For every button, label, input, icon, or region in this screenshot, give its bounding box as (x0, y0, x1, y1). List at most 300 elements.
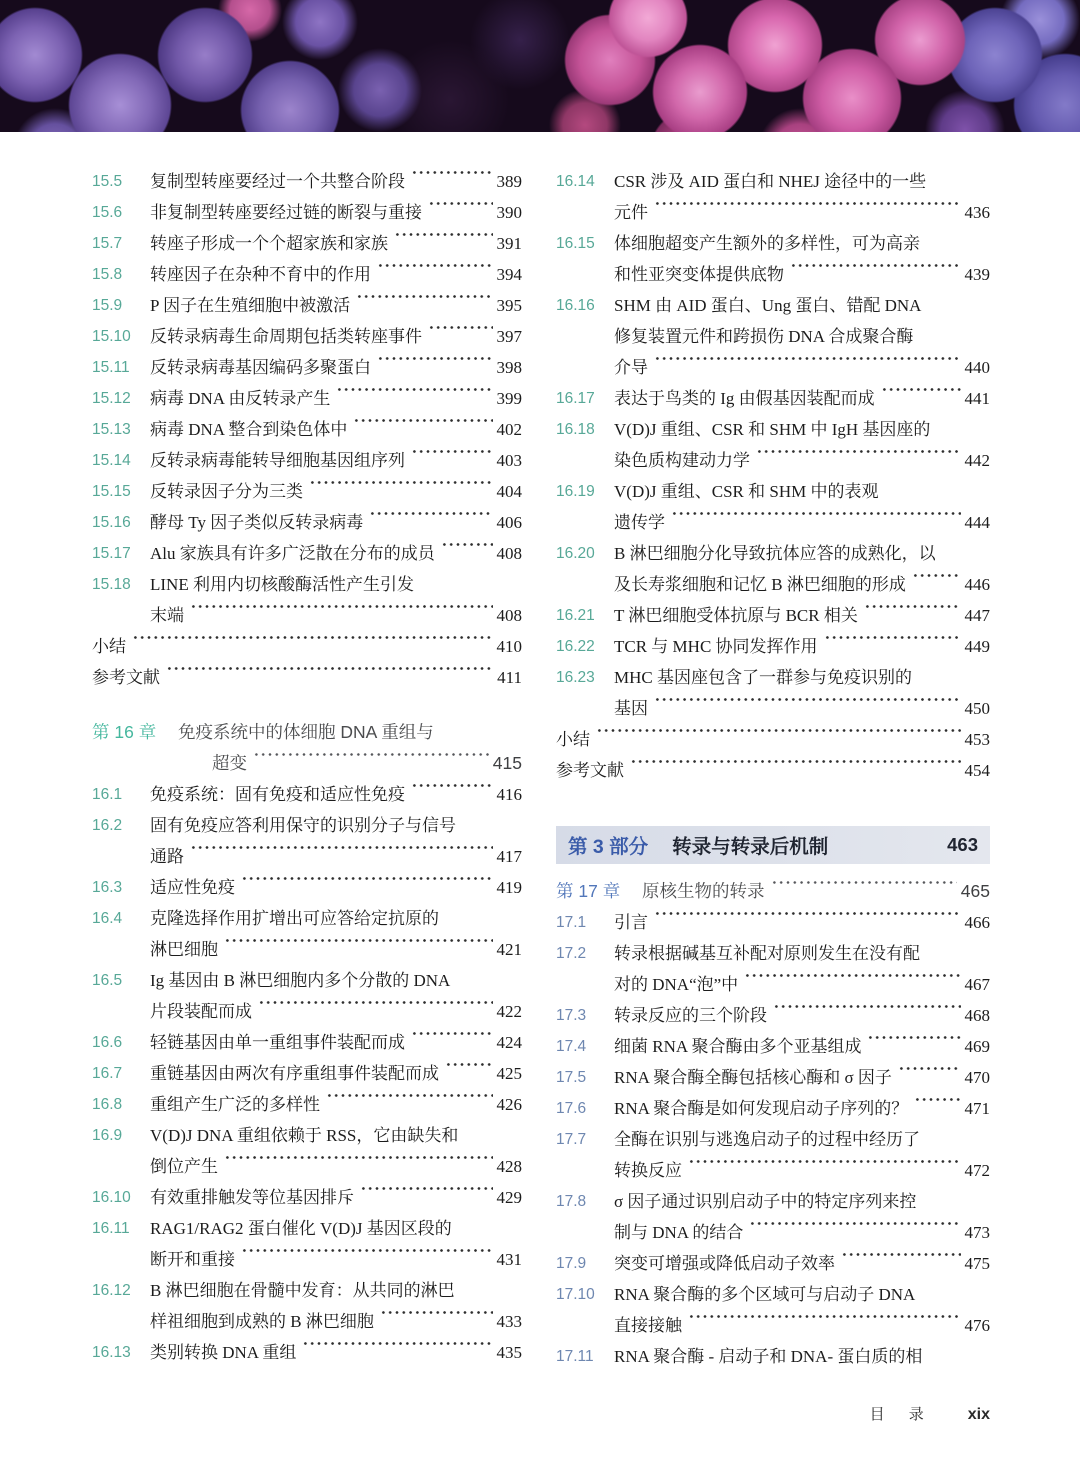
entry-title-line (150, 996, 522, 1027)
entry-title-text: 引言 (614, 913, 648, 932)
entry-title-text: 倒位产生 (150, 1157, 218, 1176)
page-number: 428 (496, 1157, 522, 1176)
entry-body (150, 321, 522, 352)
entry-title-text: V(D)J DNA 重组依赖于 RSS，它由缺失和 (150, 1126, 459, 1145)
entry-body (150, 1027, 522, 1058)
entry-body (150, 383, 522, 414)
toc-entry (92, 476, 522, 507)
dot-leader (253, 748, 489, 779)
entry-number: 16.3 (92, 879, 123, 896)
page-number: 403 (496, 451, 522, 470)
dot-leader (654, 693, 961, 724)
toc-entry (556, 1186, 990, 1248)
dot-leader (654, 197, 961, 228)
entry-title-text: 转换反应 (614, 1161, 682, 1180)
toc-entry (92, 538, 522, 569)
entry-title-line (614, 1186, 990, 1217)
table-of-contents (0, 132, 1080, 1372)
page-number: 444 (964, 513, 990, 532)
dot-leader (790, 259, 961, 290)
entry-body (614, 1124, 990, 1186)
toc-column-left (92, 166, 522, 1372)
toc-entry (556, 600, 990, 631)
entry-number: 15.8 (92, 266, 123, 283)
page-number: 471 (964, 1099, 990, 1118)
entry-title-line (614, 938, 990, 969)
entry-title-line (614, 1217, 990, 1248)
dot-leader (224, 934, 493, 965)
entry-body (614, 1093, 990, 1124)
page-number: 436 (964, 203, 990, 222)
dot-leader (326, 1089, 493, 1120)
entry-number: 15.14 (92, 452, 131, 469)
entry-title-line (614, 445, 990, 476)
page-number: 425 (496, 1064, 522, 1083)
entry-body (614, 1279, 990, 1341)
dot-leader (411, 1027, 493, 1058)
dot-leader (241, 1244, 493, 1275)
toc-entry (92, 872, 522, 903)
dot-leader (411, 779, 493, 810)
dot-leader (671, 507, 961, 538)
entry-title-text: 末端 (150, 606, 184, 625)
entry-title-line (150, 810, 522, 841)
entry-title-text: 和性亚突变体提供底物 (614, 265, 784, 284)
entry-title-line (614, 228, 990, 259)
entry-title-text: 转录反应的三个阶段 (614, 1006, 767, 1025)
entry-title-text: Alu 家族具有许多广泛散在分布的成员 (150, 544, 435, 563)
toc-meta-row (556, 755, 990, 786)
entry-title-line (150, 600, 522, 631)
page-number: 426 (496, 1095, 522, 1114)
page-number: 470 (964, 1068, 990, 1087)
entry-title-text: RNA 聚合酶全酶包括核心酶和 σ 因子 (614, 1068, 892, 1087)
entry-title-line (614, 1031, 990, 1062)
entry-title-line (150, 1120, 522, 1151)
entry-title-line (614, 631, 990, 662)
entry-number: 16.18 (556, 421, 595, 438)
entry-body (150, 872, 522, 903)
entry-title-line (614, 352, 990, 383)
entry-title-text: LINE 利用内切核酸酶活性产生引发 (150, 575, 414, 594)
entry-body (614, 290, 990, 383)
toc-entry (556, 290, 990, 383)
column-gap (92, 693, 522, 717)
entry-title-text: P 因子在生殖细胞中被激活 (150, 296, 351, 315)
entry-number: 16.16 (556, 297, 595, 314)
entry-number: 15.17 (92, 545, 131, 562)
entry-title-line (614, 1000, 990, 1031)
entry-title-line (614, 907, 990, 938)
entry-title-text: 轻链基因由单一重组事件装配而成 (150, 1033, 405, 1052)
chapter-title-line (178, 717, 522, 748)
page-number: 472 (964, 1161, 990, 1180)
entry-title-text: 介导 (614, 358, 648, 377)
toc-entry (92, 569, 522, 631)
entry-number: 16.1 (92, 786, 123, 803)
dot-leader (749, 1217, 960, 1248)
entry-title-text: 制与 DNA 的结合 (614, 1223, 744, 1242)
entry-title-line (150, 872, 522, 903)
page-number: 394 (496, 265, 522, 284)
entry-title-line (150, 903, 522, 934)
toc-entry (556, 631, 990, 662)
entry-title-text: 修复装置元件和跨损伤 DNA 合成聚合酶 (614, 327, 914, 346)
entry-number: 17.10 (556, 1286, 595, 1303)
entry-title-text: 染色质构建动力学 (614, 451, 750, 470)
toc-entry (92, 352, 522, 383)
entry-number: 15.18 (92, 576, 131, 593)
entry-number: 15.15 (92, 483, 131, 500)
chapter-title-text: 超变 (212, 753, 247, 773)
page-number: 408 (496, 544, 522, 563)
entry-title-text: 反转录病毒生命周期包括类转座事件 (150, 327, 422, 346)
entry-number: 17.6 (556, 1100, 587, 1117)
toc-column-right (556, 166, 990, 1372)
entry-number: 15.7 (92, 235, 123, 252)
entry-body (150, 259, 522, 290)
entry-title-text: 表达于鸟类的 Ig 由假基因装配而成 (614, 389, 875, 408)
entry-title-line (150, 1027, 522, 1058)
entry-title-line (614, 259, 990, 290)
toc-entry (92, 166, 522, 197)
entry-title-text: 反转录病毒能转导细胞基因组序列 (150, 451, 405, 470)
toc-entry (556, 1000, 990, 1031)
toc-entry (556, 907, 990, 938)
dot-leader (654, 352, 961, 383)
entry-body (150, 965, 522, 1027)
column-gap (556, 786, 990, 826)
page-number: 411 (497, 668, 522, 687)
entry-title-text: 酵母 Ty 因子类似反转录病毒 (150, 513, 364, 532)
entry-body (150, 290, 522, 321)
toc-entry (92, 290, 522, 321)
toc-entry (92, 507, 522, 538)
page-number: 431 (496, 1250, 522, 1269)
entry-body (150, 1275, 522, 1337)
dot-leader (166, 662, 493, 693)
entry-body (614, 938, 990, 1000)
entry-title-text: 重组产生广泛的多样性 (150, 1095, 320, 1114)
meta-label: 小结 (92, 637, 126, 656)
entry-body (614, 476, 990, 538)
entry-title-line (150, 1058, 522, 1089)
entry-number: 17.7 (556, 1131, 587, 1148)
entry-body (614, 383, 990, 414)
toc-entry (92, 1213, 522, 1275)
dot-leader (867, 1031, 960, 1062)
dot-leader (258, 996, 493, 1027)
page-number: 447 (964, 606, 990, 625)
dot-leader (428, 321, 493, 352)
entry-title-line (614, 538, 990, 569)
entry-title-text: 突变可增强或降低启动子效率 (614, 1254, 835, 1273)
entry-number: 15.6 (92, 204, 123, 221)
toc-entry (92, 779, 522, 810)
toc-entry (92, 321, 522, 352)
page-number: 422 (496, 1002, 522, 1021)
page-number: 441 (964, 389, 990, 408)
dot-leader (394, 228, 493, 259)
entry-body (614, 166, 990, 228)
entry-title-text: 重链基因由两次有序重组事件装配而成 (150, 1064, 439, 1083)
entry-number: 16.9 (92, 1127, 123, 1144)
entry-title-line (614, 1248, 990, 1279)
page-number: 391 (496, 234, 522, 253)
entry-body (150, 538, 522, 569)
dot-leader (912, 569, 961, 600)
entry-title-text: 免疫系统：固有免疫和适应性免疫 (150, 785, 405, 804)
entry-title-line (614, 507, 990, 538)
entry-title-line (150, 166, 522, 197)
entry-body (150, 414, 522, 445)
dot-leader (377, 352, 493, 383)
page-number: 417 (496, 847, 522, 866)
entry-title-line (150, 1182, 522, 1213)
dot-leader (309, 476, 493, 507)
entry-title-text: B 淋巴细胞分化导致抗体应答的成熟化，以 (614, 544, 936, 563)
entry-number: 15.12 (92, 390, 131, 407)
header-photo-bacteria-spheres (0, 0, 1080, 132)
entry-title-line (614, 383, 990, 414)
column-gap (556, 864, 990, 876)
dot-leader (756, 445, 961, 476)
entry-number: 16.15 (556, 235, 595, 252)
footer-section-label: 目 录 (869, 1406, 934, 1423)
page-number: 476 (964, 1316, 990, 1335)
page-number: 440 (964, 358, 990, 377)
page-number: 453 (964, 730, 990, 749)
toc-entry (556, 1341, 990, 1372)
entry-title-text: 样祖细胞到成熟的 B 淋巴细胞 (150, 1312, 374, 1331)
chapter-body (178, 717, 522, 779)
page-number: 390 (496, 203, 522, 222)
part-page-number: 463 (947, 834, 978, 855)
toc-entry (556, 1279, 990, 1341)
toc-entry (556, 662, 990, 724)
page-number: 433 (496, 1312, 522, 1331)
toc-entry (92, 383, 522, 414)
page-number: 415 (492, 753, 522, 773)
entry-body (150, 1182, 522, 1213)
entry-title-line (150, 1306, 522, 1337)
entry-number: 16.20 (556, 545, 595, 562)
entry-number: 17.4 (556, 1038, 587, 1055)
chapter-title-text: 免疫系统中的体细胞 DNA 重组与 (178, 722, 434, 742)
page-number: 395 (496, 296, 522, 315)
entry-number: 16.23 (556, 669, 595, 686)
entry-body (614, 1186, 990, 1248)
entry-number: 16.17 (556, 390, 595, 407)
page-number: 389 (496, 172, 522, 191)
part-banner (556, 826, 990, 864)
entry-title-text: 片段装配而成 (150, 1002, 252, 1021)
entry-title-text: 反转录因子分为三类 (150, 482, 303, 501)
entry-title-line (150, 507, 522, 538)
toc-entry (556, 1248, 990, 1279)
entry-title-text: 病毒 DNA 整合到染色体中 (150, 420, 348, 439)
dot-leader (302, 1337, 492, 1368)
toc-entry (92, 965, 522, 1027)
page-number: 421 (496, 940, 522, 959)
toc-entry (556, 414, 990, 476)
entry-body (614, 662, 990, 724)
entry-number: 15.9 (92, 297, 123, 314)
entry-title-line (614, 414, 990, 445)
toc-entry (556, 1062, 990, 1093)
entry-title-line (150, 1244, 522, 1275)
entry-number: 17.8 (556, 1193, 587, 1210)
entry-body (150, 810, 522, 872)
page-number: 399 (496, 389, 522, 408)
entry-title-line (150, 1089, 522, 1120)
entry-title-line (150, 352, 522, 383)
entry-number: 16.6 (92, 1034, 123, 1051)
entry-title-text: RNA 聚合酶 - 启动子和 DNA- 蛋白质的相 (614, 1347, 923, 1366)
entry-title-line (150, 1337, 522, 1368)
toc-entry (92, 445, 522, 476)
dot-leader (411, 166, 493, 197)
entry-title-line (614, 1279, 990, 1310)
toc-entry (556, 1093, 990, 1124)
dot-leader (377, 259, 493, 290)
entry-body (614, 1341, 990, 1372)
entry-number: 16.8 (92, 1096, 123, 1113)
toc-entry (92, 1275, 522, 1337)
dot-leader (360, 1182, 493, 1213)
entry-title-text: 复制型转座要经过一个共整合阶段 (150, 172, 405, 191)
entry-title-line (150, 965, 522, 996)
dot-leader (773, 1000, 961, 1031)
entry-title-text: 基因 (614, 699, 648, 718)
page-number: 424 (496, 1033, 522, 1052)
entry-body (150, 1089, 522, 1120)
page-number: 406 (496, 513, 522, 532)
entry-title-line (614, 662, 990, 693)
entry-title-text: 通路 (150, 847, 184, 866)
entry-number: 16.7 (92, 1065, 123, 1082)
dot-leader (824, 631, 961, 662)
page-number: 398 (496, 358, 522, 377)
page-number: 435 (496, 1343, 522, 1362)
dot-leader (914, 1093, 960, 1124)
entry-number: 16.14 (556, 173, 595, 190)
entry-title-line (614, 600, 990, 631)
entry-title-line (150, 779, 522, 810)
toc-entry (92, 1089, 522, 1120)
entry-number: 16.10 (92, 1189, 131, 1206)
entry-title-line (614, 197, 990, 228)
entry-title-text: 转座因子在杂种不育中的作用 (150, 265, 371, 284)
toc-meta-row (92, 631, 522, 662)
entry-number: 16.12 (92, 1282, 131, 1299)
toc-entry (92, 1027, 522, 1058)
entry-title-text: V(D)J 重组、CSR 和 SHM 中的表观 (614, 482, 879, 501)
dot-leader (744, 969, 960, 1000)
toc-entry (92, 259, 522, 290)
dot-leader (336, 383, 492, 414)
entry-body (614, 1031, 990, 1062)
entry-title-line (614, 321, 990, 352)
entry-title-line (614, 1341, 990, 1372)
entry-body (150, 1213, 522, 1275)
dot-leader (428, 197, 493, 228)
entry-title-line (150, 414, 522, 445)
entry-title-text: MHC 基因座包含了一群参与免疫识别的 (614, 668, 912, 687)
page-number: 402 (496, 420, 522, 439)
entry-number: 15.11 (92, 359, 130, 376)
entry-number: 15.13 (92, 421, 131, 438)
entry-number: 17.9 (556, 1255, 587, 1272)
meta-label: 小结 (556, 730, 590, 749)
toc-entry (556, 476, 990, 538)
toc-entry (92, 1182, 522, 1213)
entry-title-text: 直接接触 (614, 1316, 682, 1335)
dot-leader (630, 755, 961, 786)
toc-meta-row (92, 662, 522, 693)
entry-title-text: CSR 涉及 AID 蛋白和 NHEJ 途径中的一些 (614, 172, 927, 191)
entry-title-text: 对的 DNA“泡”中 (614, 975, 739, 994)
chapter-title-text: 原核生物的转录 (642, 881, 765, 901)
entry-title-line (614, 693, 990, 724)
meta-label: 参考文献 (556, 761, 624, 780)
entry-title-text: 细菌 RNA 聚合酶由多个亚基组成 (614, 1037, 862, 1056)
page-number: 473 (964, 1223, 990, 1242)
entry-body (614, 1000, 990, 1031)
entry-title-line (150, 569, 522, 600)
part-label: 第 3 部分 (568, 836, 649, 858)
toc-entry (556, 1124, 990, 1186)
entry-title-line (150, 290, 522, 321)
entry-title-line (614, 166, 990, 197)
entry-number: 16.11 (92, 1220, 130, 1237)
toc-entry (92, 414, 522, 445)
entry-number: 16.13 (92, 1344, 131, 1361)
entry-number: 17.11 (556, 1348, 594, 1365)
entry-title-text: 克隆选择作用扩增出可应答给定抗原的 (150, 909, 439, 928)
entry-title-line (150, 321, 522, 352)
dot-leader (411, 445, 493, 476)
meta-label: 参考文献 (92, 668, 160, 687)
entry-number: 16.19 (556, 483, 595, 500)
page-number: 410 (496, 637, 522, 656)
entry-title-line (150, 1275, 522, 1306)
entry-body (614, 907, 990, 938)
chapter-body (642, 876, 990, 907)
page-number: 468 (964, 1006, 990, 1025)
entry-body (150, 779, 522, 810)
entry-title-line (614, 476, 990, 507)
entry-title-text: 转录根据碱基互补配对原则发生在没有配 (614, 944, 920, 963)
chapter-title-line (212, 748, 522, 779)
entry-number: 15.10 (92, 328, 131, 345)
dot-leader (380, 1306, 493, 1337)
entry-title-line (614, 1093, 990, 1124)
entry-title-text: 元件 (614, 203, 648, 222)
entry-body (614, 631, 990, 662)
entry-title-text: Ig 基因由 B 淋巴细胞内多个分散的 DNA (150, 971, 451, 990)
page-number: 442 (964, 451, 990, 470)
entry-body (150, 166, 522, 197)
entry-title-line (614, 1310, 990, 1341)
entry-title-text: 反转录病毒基因编码多聚蛋白 (150, 358, 371, 377)
dot-leader (445, 1058, 493, 1089)
dot-leader (864, 600, 961, 631)
entry-title-text: RAG1/RAG2 蛋白催化 V(D)J 基因区段的 (150, 1219, 452, 1238)
entry-title-text: 遗传学 (614, 513, 665, 532)
entry-body (614, 414, 990, 476)
entry-body (614, 228, 990, 290)
